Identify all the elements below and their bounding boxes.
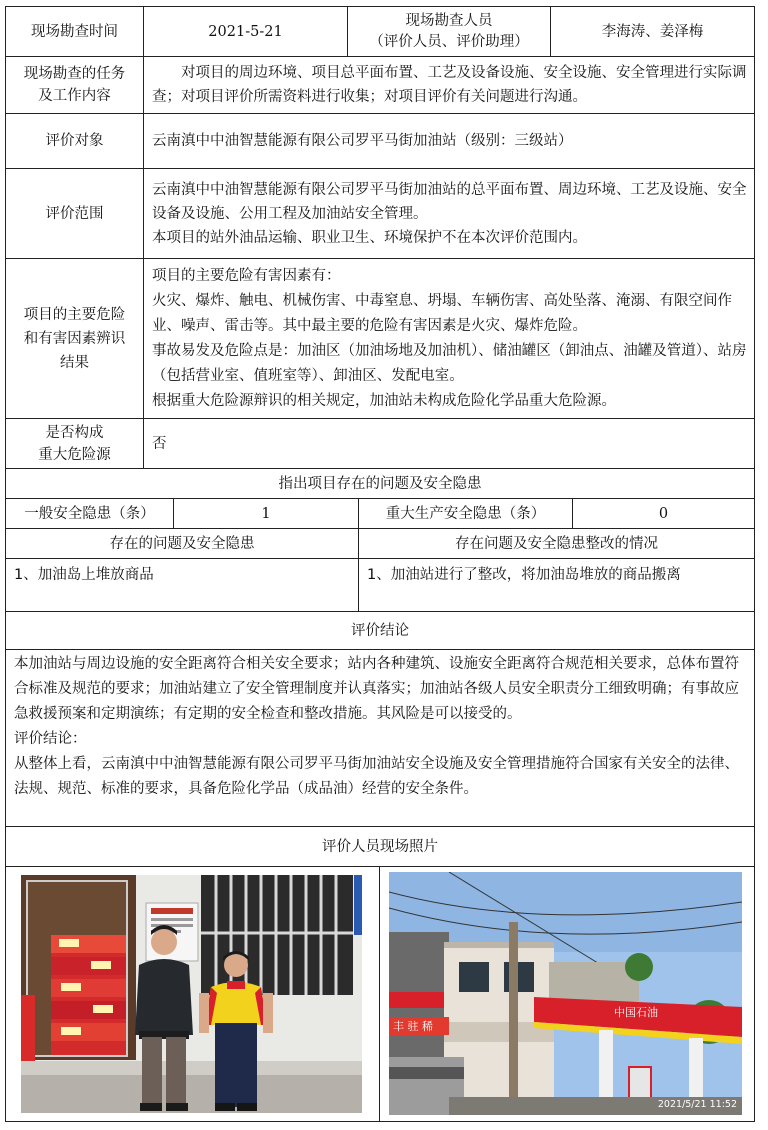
- conclusion-content: [5, 649, 755, 827]
- shop-sign-text: 丰 驻 稀: [393, 1020, 433, 1033]
- task-content-text: 对项目的周边环境、项目总平面布置、工艺及设备设施、安全设施、安全管理进行实际调查；对项目评价所需资料进行收集；对项目评价有关问题进行沟通。: [152, 65, 747, 105]
- hazards-label: [5, 258, 144, 419]
- photos-section-title-text: 评价人员现场照片: [322, 838, 438, 855]
- major-hazard-value: [143, 418, 755, 469]
- general-hazard-label-text: 一般安全隐患（条）: [24, 505, 155, 522]
- scope-label-text: 评价范围: [45, 205, 104, 222]
- task-label-line1: 现场勘查的任务: [23, 66, 126, 82]
- scope-content: [143, 168, 755, 259]
- survey-staff-label-line2: （评价人员、评价助理）: [369, 33, 529, 50]
- object-content-text: 云南滇中中油智慧能源有限公司罗平马街加油站（级别：三级站）: [152, 133, 573, 149]
- conclusion-section-title-text: 评价结论: [351, 622, 409, 639]
- survey-staff-label-line1: 现场勘查人员: [405, 12, 493, 29]
- problems-header: [5, 528, 359, 559]
- scope-line2: 本项目的站外油品运输、职业卫生、环境保护不在本次评价范围内。: [152, 229, 587, 246]
- task-label-line2: 及工作内容: [38, 88, 111, 104]
- task-label: [5, 56, 144, 114]
- major-hazard-label-line1: 是否构成: [45, 424, 104, 441]
- problems-header-text: 存在的问题及安全隐患: [109, 535, 255, 552]
- problem-item-1-text: 1、加油岛上堆放商品: [14, 567, 154, 583]
- scope-label: [5, 168, 144, 259]
- problem-item-1: [5, 558, 359, 612]
- major-hazard-count-label-text: 重大生产安全隐患（条）: [385, 505, 546, 522]
- rectify-item-1: [358, 558, 755, 612]
- object-label-text: 评价对象: [45, 133, 104, 149]
- hazards-p4: 根据重大危险源辩识的相关规定，加油站未构成危险化学品重大危险源。: [152, 392, 616, 409]
- survey-time-label-text: 现场勘查时间: [31, 23, 118, 40]
- major-hazard-count-label: [358, 498, 573, 529]
- staff-photo-image: [21, 875, 362, 1113]
- survey-staff-label: [347, 6, 551, 57]
- rectify-item-1-text: 1、加油站进行了整改，将加油岛堆放的商品搬离: [367, 567, 681, 583]
- photos-divider: [379, 866, 380, 1122]
- hazards-p2: 火灾、爆炸、触电、机械伤害、中毒窒息、坍塌、车辆伤害、高处坠落、淹溺、有限空间作业、噪声、雷击等。其中最主要的危险有害因素是火灾、爆炸危险。: [152, 292, 732, 334]
- object-label: [5, 113, 144, 169]
- survey-time-value-text: 2021-5-21: [208, 23, 283, 40]
- conclusion-p3: 从整体上看，云南滇中中油智慧能源有限公司罗平马街加油站安全设施及安全管理措施符合国家有关安全的法律、法规、规范、标准的要求，具备危险化学品（成品油）经营的安全条件。: [14, 756, 739, 797]
- photos-section-title: [5, 826, 755, 867]
- major-hazard-count-text: 0: [658, 505, 669, 522]
- major-hazard-label: [5, 418, 144, 469]
- general-hazard-count-text: 1: [261, 505, 271, 522]
- conclusion-p1: 本加油站与周边设施的安全距离符合相关安全要求；站内各种建筑、设施安全距离符合规范相关要求，总体布置符合标准及规范的要求；加油站建立了安全管理制度并认真落实；加油站各级人员安全职责分工细致明确；有事故应急救援预案和定期演练；有定期的安全检查和整改措施。其风险是可以接受的。: [14, 656, 739, 722]
- issues-section-title-text: 指出项目存在的问题及安全隐患: [278, 475, 482, 492]
- survey-staff-value-text: 李海涛、姜泽梅: [601, 23, 704, 40]
- general-hazard-count: [173, 498, 359, 529]
- hazards-label-line2: 和有害因素辨识: [23, 330, 126, 347]
- conclusion-p2: 评价结论：: [14, 731, 87, 747]
- general-hazard-label: [5, 498, 174, 529]
- hazards-content: [143, 258, 755, 419]
- staff-photo: [21, 875, 362, 1113]
- survey-time-value: [143, 6, 348, 57]
- hazards-p3: 事故易发及危险点是：加油区（加油场地及加油机）、储油罐区（卸油点、油罐及管道）、站房（包括营业室、值班室等）、卸油区、发配电室。: [152, 342, 747, 384]
- hazards-label-line1: 项目的主要危险: [23, 306, 126, 323]
- rectify-header-text: 存在问题及安全隐患整改的情况: [455, 535, 658, 552]
- survey-time-label: [5, 6, 144, 57]
- hazards-p1: 项目的主要危险有害因素有：: [152, 267, 341, 284]
- major-hazard-label-line2: 重大危险源: [38, 446, 111, 463]
- rectify-header: [358, 528, 755, 559]
- conclusion-section-title: [5, 611, 755, 650]
- major-hazard-count: [572, 498, 755, 529]
- station-photo: [389, 872, 742, 1115]
- issues-section-title: [5, 468, 755, 499]
- photo-timestamp: 2021/5/21 11:52: [657, 1099, 737, 1110]
- major-hazard-value-text: 否: [152, 435, 167, 452]
- task-content: [143, 56, 755, 114]
- canopy-sign-text: 中国石油: [614, 1006, 658, 1019]
- object-content: [143, 113, 755, 169]
- hazards-label-line3: 结果: [60, 354, 89, 371]
- survey-staff-value: [550, 6, 755, 57]
- station-photo-image: [389, 872, 742, 1115]
- scope-line1: 云南滇中中油智慧能源有限公司罗平马街加油站的总平面布置、周边环境、工艺及设施、安全设备及设施、公用工程及加油站安全管理。: [152, 181, 747, 222]
